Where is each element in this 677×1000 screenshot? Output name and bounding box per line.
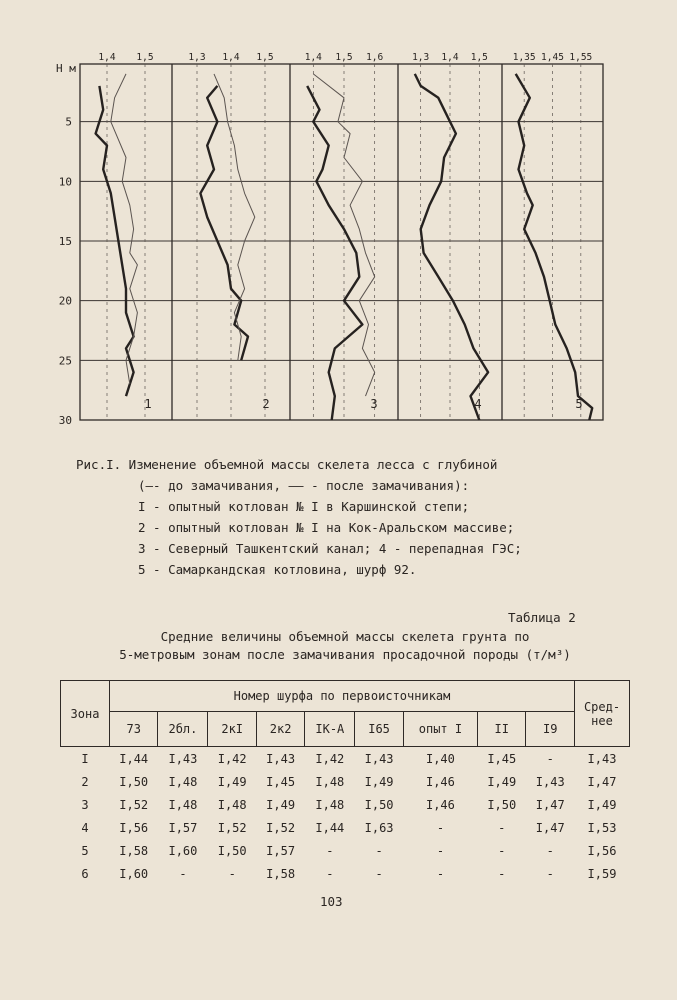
value-cell: I,48	[315, 774, 345, 789]
x-tick-label: 1,5	[470, 52, 488, 63]
value-cell: I,44	[315, 820, 345, 835]
value-cell: I,43	[266, 751, 296, 766]
x-tick-label: 1,5	[136, 52, 154, 63]
zone-cell: I	[81, 751, 89, 766]
x-tick-label: 1,3	[188, 52, 206, 63]
table-row	[61, 839, 630, 862]
zone-cell: 3	[81, 797, 89, 812]
value-cell: I,40	[425, 751, 455, 766]
value-cell: I,50	[487, 797, 517, 812]
value-cell: I,52	[217, 820, 247, 835]
x-tick-label: 1,5	[256, 52, 274, 63]
value-cell: I,52	[119, 797, 149, 812]
table-title	[60, 628, 630, 664]
value-cell: I,44	[119, 751, 149, 766]
zone-header: Зона	[61, 681, 110, 747]
x-tick-label: 1,45	[541, 52, 564, 63]
y-tick-label: 20	[58, 294, 72, 308]
value-cell: I,60	[168, 843, 198, 858]
value-cell: I,48	[168, 797, 198, 812]
x-tick-label: 1,4	[441, 52, 459, 63]
value-cell: I,50	[217, 843, 247, 858]
x-tick-label: 1,4	[304, 52, 322, 63]
value-cell: I,43	[535, 774, 565, 789]
value-cell: I,60	[119, 866, 149, 881]
value-cell: I,43	[364, 751, 394, 766]
column-header: 73	[110, 712, 158, 747]
table-row	[61, 862, 630, 885]
table-title-line-1: Средние величины объемной массы скелета грунта по	[160, 629, 530, 644]
x-tick-label: 1,5	[335, 52, 353, 63]
value-cell: I,58	[119, 843, 149, 858]
value-cell: I,49	[364, 774, 394, 789]
value-cell: -	[498, 820, 506, 835]
y-tick-label: 30	[58, 414, 72, 427]
value-cell: -	[546, 866, 554, 881]
table-row	[61, 770, 630, 793]
zone-cell: 6	[81, 866, 89, 881]
zone-cell: 5	[81, 843, 89, 858]
figure-caption	[76, 454, 636, 580]
zone-cell: 4	[81, 820, 89, 835]
value-cell: -	[436, 843, 445, 858]
average-cell: I,59	[587, 866, 617, 881]
value-cell: I,50	[119, 774, 149, 789]
caption-item-2: 2 - опытный котлован № I на Кок-Аральском массиве;	[138, 520, 515, 535]
average-cell: I,43	[587, 751, 617, 766]
x-tick-label: 1,55	[569, 52, 593, 63]
value-cell: I,45	[266, 774, 296, 789]
value-cell: I,48	[217, 797, 247, 812]
value-cell: I,63	[364, 820, 394, 835]
value-cell: I,49	[487, 774, 517, 789]
value-cell: -	[546, 751, 554, 766]
value-cell: -	[498, 866, 506, 881]
y-axis-label: Н м	[56, 62, 76, 75]
value-cell: -	[436, 866, 445, 881]
value-cell: I,46	[425, 774, 455, 789]
x-tick-label: 1,4	[222, 52, 240, 63]
value-cell: -	[375, 866, 383, 881]
value-cell: I,49	[217, 774, 247, 789]
value-cell: I,46	[425, 797, 455, 812]
group-header: Номер шурфа по первоисточникам	[110, 681, 575, 712]
density-table	[60, 680, 630, 885]
page-number: 103	[320, 894, 343, 909]
table-row	[61, 816, 630, 839]
caption-item-3-4: 3 - Северный Ташкентский канал; 4 - перепадная ГЭС;	[138, 541, 522, 556]
x-tick-label: 1,4	[98, 52, 116, 63]
x-tick-label: 1,35	[512, 52, 536, 63]
series-before-soaking	[415, 74, 488, 420]
column-header: II	[478, 712, 526, 747]
value-cell: -	[326, 866, 334, 881]
average-cell: I,56	[587, 843, 617, 858]
x-tick-label: 1,3	[412, 52, 430, 63]
panel-label: 1	[144, 397, 152, 411]
plot-frame	[80, 64, 603, 420]
value-cell: I,45	[487, 751, 517, 766]
value-cell: I,42	[217, 751, 247, 766]
value-cell: I,56	[119, 820, 149, 835]
caption-legend: (—- до замачивания, —— - после замачивания):	[138, 478, 470, 493]
value-cell: I,52	[266, 820, 296, 835]
y-tick-label: 10	[58, 175, 72, 189]
table-row	[61, 793, 630, 816]
value-cell: I,47	[535, 797, 565, 812]
value-cell: -	[546, 843, 554, 858]
value-cell: I,47	[535, 820, 565, 835]
y-tick-label: 15	[58, 235, 72, 248]
y-tick-label: 25	[58, 354, 72, 368]
y-tick-label: 5	[65, 115, 72, 129]
column-header: 2бл.	[158, 712, 208, 747]
table-body	[61, 747, 630, 886]
value-cell: -	[375, 843, 383, 858]
value-cell: -	[498, 843, 506, 858]
panel-label: 5	[575, 397, 583, 411]
caption-item-5: 5 - Самаркандская котловина, шурф 92.	[138, 562, 417, 577]
average-cell: I,47	[587, 774, 617, 789]
caption-title: Рис.I. Изменение объемной массы скелета лесса с глубиной	[76, 457, 498, 472]
value-cell: -	[326, 843, 334, 858]
value-cell: -	[179, 866, 187, 881]
column-header: IК-А	[305, 712, 355, 747]
average-cell: I,49	[587, 797, 617, 812]
table-number: Таблица 2	[508, 610, 576, 625]
column-header: 2кI	[208, 712, 256, 747]
value-cell: -	[228, 866, 236, 881]
caption-item-1: I - опытный котлован № I в Каршинской степи;	[138, 499, 470, 514]
value-cell: I,43	[168, 751, 198, 766]
value-cell: I,48	[168, 774, 198, 789]
series-after-soaking	[214, 74, 255, 360]
value-cell: I,42	[315, 751, 345, 766]
table-row	[61, 747, 630, 771]
column-header: 2к2	[256, 712, 304, 747]
panel-label: 2	[262, 397, 270, 411]
average-header: Сред-нее	[575, 681, 630, 747]
table-title-line-2: 5-метровым зонам после замачивания просадочной породы (т/м³)	[119, 647, 571, 662]
value-cell: I,48	[315, 797, 345, 812]
value-cell: I,49	[266, 797, 296, 812]
series-before-soaking	[307, 86, 362, 420]
column-header: опыт I	[403, 712, 477, 747]
zone-cell: 2	[81, 774, 89, 789]
value-cell: I,57	[168, 820, 198, 835]
value-cell: -	[436, 820, 445, 835]
density-depth-chart	[0, 0, 677, 440]
panel-label: 4	[474, 397, 482, 411]
average-cell: I,53	[587, 820, 617, 835]
value-cell: I,58	[266, 866, 296, 881]
column-header-row	[61, 712, 630, 747]
column-header: I65	[355, 712, 403, 747]
column-header: I9	[526, 712, 575, 747]
series-after-soaking	[111, 74, 138, 384]
panel-label: 3	[370, 397, 378, 411]
value-cell: I,50	[364, 797, 394, 812]
x-tick-label: 1,6	[366, 52, 384, 63]
value-cell: I,57	[266, 843, 296, 858]
series-before-soaking	[200, 86, 248, 360]
